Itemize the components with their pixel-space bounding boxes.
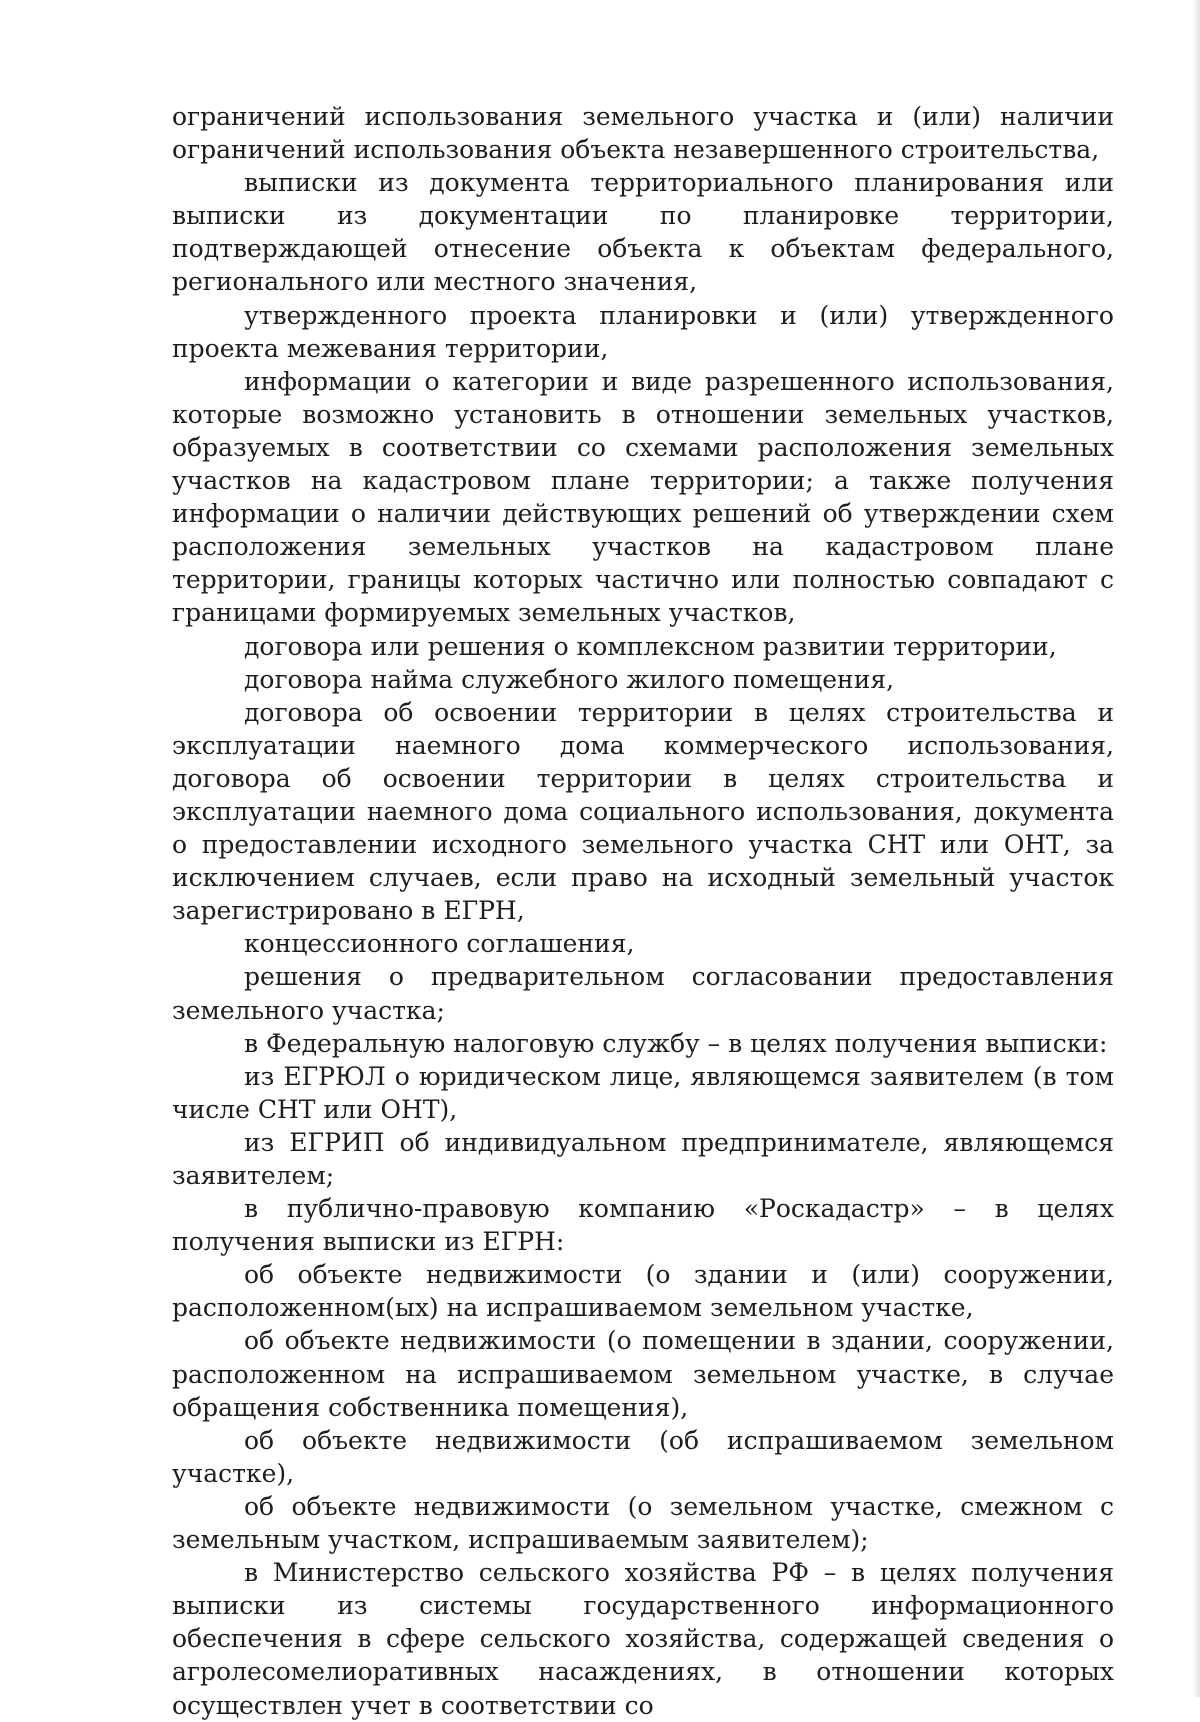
paragraph: ограничений использования земельного участка и (или) наличии ограничений использования объекта незавершенного строительства,	[172, 102, 1114, 165]
paragraph: об объекте недвижимости (об испрашиваемом земельном участке),	[172, 1425, 1114, 1488]
paragraph: в Министерство сельского хозяйства РФ – в целях получения выписки из системы государственного информационного обеспечения в сфере сельского хозяйства, содержащей сведения о агролесомелиоративных насаждениях, в отношении которых осуществлен учет в соответствии со	[172, 1558, 1114, 1720]
paragraph: из ЕГРИП об индивидуальном предпринимателе, являющемся заявителем;	[172, 1127, 1114, 1190]
paragraph: концессионного соглашения,	[244, 929, 635, 959]
paragraph: об объекте недвижимости (о здании и (или) сооружении, расположенном(ых) на испрашиваемом земельном участке,	[172, 1260, 1114, 1323]
paragraph: об объекте недвижимости (о земельном участке, смежном с земельным участком, испрашиваемым заявителем);	[172, 1491, 1114, 1555]
paragraph: договора найма служебного жилого помещения,	[244, 664, 895, 694]
document-body	[172, 100, 1114, 1722]
paragraph: в Федеральную налоговую службу – в целях получения выписки:	[244, 1028, 1108, 1058]
paragraph: об объекте недвижимости (о помещении в здании, сооружении, расположенном на испрашиваемом земельном участке, в случае обращения собственника помещения),	[172, 1326, 1114, 1422]
paragraph: договора об освоении территории в целях строительства и эксплуатации наемного дома коммерческого использования, договора об освоении территории в целях строительства и эксплуатации наемного дома социального использования, документа о предоставлении исходного земельного участка СНТ или ОНТ, за исключением случаев, если право на исходный земельный участок зарегистрировано в ЕГРН,	[172, 697, 1114, 926]
paragraph: из ЕГРЮЛ о юридическом лице, являющемся заявителем (в том числе СНТ или ОНТ),	[172, 1061, 1114, 1124]
paragraph: в публично-правовую компанию «Роскадастр» – в целях получения выписки из ЕГРН:	[172, 1194, 1114, 1257]
page-edge-shadow	[1192, 0, 1200, 1697]
paragraph: выписки из документа территориального планирования или выписки из документации по планировке территории, подтверждающей отнесение объекта к объектам федерального, регионального или местного значения,	[172, 168, 1114, 297]
paragraph: решения о предварительном согласовании предоставления земельного участка;	[172, 962, 1114, 1025]
paragraph: договора или решения о комплексном развитии территории,	[244, 631, 1057, 661]
paragraph: информации о категории и виде разрешенного использования, которые возможно установить в отношении земельных участков, образуемых в соответствии со схемами расположения земельных участков на кадастровом плане территории; а также получения информации о наличии действующих решений об утверждении схем расположения земельных участков на кадастровом плане территории, границы которых частично или полностью совпадают с границами формируемых земельных участков,	[172, 366, 1114, 628]
paragraph: утвержденного проекта планировки и (или) утвержденного проекта межевания территории,	[172, 300, 1114, 363]
